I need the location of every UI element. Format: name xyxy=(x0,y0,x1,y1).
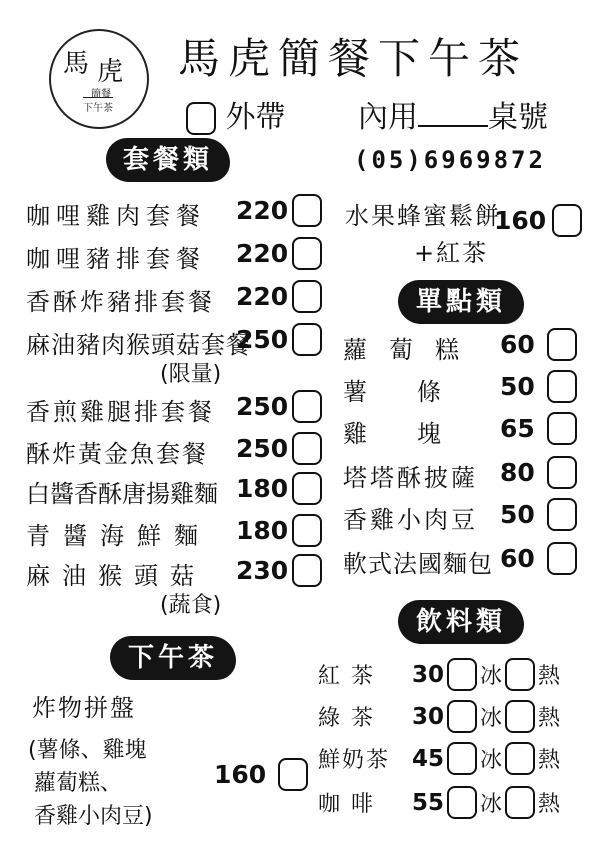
dinein-option xyxy=(358,92,548,136)
set-meal-name: 白醬香酥唐揚雞麵 xyxy=(26,480,218,508)
drink-price: 55 xyxy=(412,789,445,816)
single-item-checkbox[interactable] xyxy=(547,542,577,575)
set-meal-name: 青醬海鮮麵 xyxy=(26,522,211,550)
set-meal-price: 180 xyxy=(236,516,289,545)
set-meal-price: 230 xyxy=(236,556,289,585)
set-meal-row xyxy=(236,472,322,505)
hot-checkbox[interactable] xyxy=(505,742,535,775)
drink-price: 30 xyxy=(412,661,445,688)
set-meal-row xyxy=(236,554,322,587)
set-meal-price: 250 xyxy=(236,434,289,463)
page-title: 馬虎簡餐下午茶 xyxy=(178,34,529,83)
single-item-row xyxy=(500,498,577,531)
dinein-label: 內用 xyxy=(358,100,418,135)
set-meal-price: 220 xyxy=(236,239,289,268)
set-meal-note: (限量) xyxy=(160,362,222,387)
logo-char-1: 馬 xyxy=(63,49,90,79)
single-item-row xyxy=(500,412,577,445)
section-afternoon-tea: 下午茶 xyxy=(110,636,236,680)
hot-label: 熱 xyxy=(538,748,561,773)
set-meal-price: 220 xyxy=(236,196,289,225)
set-meal-checkbox[interactable] xyxy=(292,323,322,356)
ice-label: 冰 xyxy=(480,706,503,731)
logo-tag-1: 簡餐 xyxy=(91,89,111,100)
single-item-checkbox[interactable] xyxy=(547,370,577,403)
set-meal-note: (蔬食) xyxy=(160,593,222,618)
set-meal-checkbox[interactable] xyxy=(292,390,322,423)
set-meal-name: 麻油豬肉猴頭菇套餐 xyxy=(26,331,251,359)
drink-name: 咖 啡 xyxy=(318,792,375,817)
set-meal-checkbox[interactable] xyxy=(292,554,322,587)
single-item-checkbox[interactable] xyxy=(547,456,577,489)
tea-set-row xyxy=(214,758,308,791)
waffle-sub: +紅茶 xyxy=(414,239,489,267)
drink-row xyxy=(318,700,560,733)
ice-label: 冰 xyxy=(480,792,503,817)
ice-checkbox[interactable] xyxy=(447,742,477,775)
waffle-checkbox[interactable] xyxy=(552,204,582,237)
single-item-name: 塔塔酥披薩 xyxy=(343,464,478,492)
set-meal-name: 香酥炸豬排套餐 xyxy=(26,288,215,316)
single-item-checkbox[interactable] xyxy=(547,412,577,445)
set-meal-price: 250 xyxy=(236,392,289,421)
drink-price: 45 xyxy=(412,745,445,772)
set-meal-price: 180 xyxy=(236,474,289,503)
set-meal-row xyxy=(236,432,322,465)
set-meal-row xyxy=(236,280,322,313)
tea-set-name: 炸物拼盤 xyxy=(32,694,136,722)
set-meal-checkbox[interactable] xyxy=(292,514,322,547)
takeout-checkbox[interactable] xyxy=(186,102,216,135)
single-item-checkbox[interactable] xyxy=(547,328,577,361)
single-item-row xyxy=(500,328,577,361)
logo xyxy=(49,29,149,129)
waffle-price: 160 xyxy=(494,206,547,235)
hot-label: 熱 xyxy=(538,706,561,731)
set-meal-row xyxy=(236,514,322,547)
drink-row xyxy=(318,658,560,691)
hot-checkbox[interactable] xyxy=(505,700,535,733)
set-meal-checkbox[interactable] xyxy=(292,280,322,313)
ice-checkbox[interactable] xyxy=(447,658,477,691)
drink-name: 綠 茶 xyxy=(318,706,375,731)
ice-label: 冰 xyxy=(480,664,503,689)
set-meal-checkbox[interactable] xyxy=(292,237,322,270)
set-meal-name: 酥炸黃金魚套餐 xyxy=(26,440,208,468)
set-meal-checkbox[interactable] xyxy=(292,194,322,227)
single-item-checkbox[interactable] xyxy=(547,498,577,531)
drink-row xyxy=(318,786,560,819)
single-item-price: 80 xyxy=(500,458,535,487)
hot-checkbox[interactable] xyxy=(505,786,535,819)
set-meal-row xyxy=(236,390,322,423)
set-meal-name: 咖哩雞肉套餐 xyxy=(26,202,206,230)
single-item-name: 薯條 xyxy=(343,378,491,406)
single-item-row xyxy=(500,370,577,403)
tea-set-desc-3: 香雞小肉豆) xyxy=(34,804,153,829)
single-item-price: 50 xyxy=(500,372,535,401)
waffle-row xyxy=(494,204,582,237)
single-item-price: 60 xyxy=(500,330,535,359)
single-item-name: 軟式法國麵包 xyxy=(343,550,493,578)
single-item-price: 50 xyxy=(500,500,535,529)
hot-label: 熱 xyxy=(538,664,561,689)
section-single-items: 單點類 xyxy=(398,280,524,324)
tea-set-desc-2: 蘿蔔糕、 xyxy=(34,771,123,796)
drink-row xyxy=(318,742,560,775)
single-item-price: 60 xyxy=(500,544,535,573)
tea-set-checkbox[interactable] xyxy=(278,758,308,791)
ice-checkbox[interactable] xyxy=(447,700,477,733)
single-item-price: 65 xyxy=(500,414,535,443)
set-meal-checkbox[interactable] xyxy=(292,432,322,465)
waffle-name: 水果蜂蜜鬆餅 xyxy=(345,202,501,230)
set-meal-name: 麻油猴頭菇 xyxy=(26,562,206,590)
phone-number: (05)6969872 xyxy=(354,146,546,174)
takeout-option[interactable] xyxy=(186,92,286,136)
single-item-name: 蘿蔔糕 xyxy=(343,336,481,364)
logo-char-2: 虎 xyxy=(97,57,124,87)
set-meal-row xyxy=(236,237,322,270)
set-meal-price: 250 xyxy=(236,325,289,354)
logo-tag-2: 下午茶 xyxy=(83,97,113,114)
tea-set-desc-1: (薯條、雞塊 xyxy=(28,738,147,763)
single-item-name: 香雞小肉豆 xyxy=(343,506,478,534)
set-meal-row xyxy=(236,194,322,227)
ice-checkbox[interactable] xyxy=(447,786,477,819)
table-number-field[interactable] xyxy=(418,101,488,127)
set-meal-checkbox[interactable] xyxy=(292,472,322,505)
set-meal-name: 咖哩豬排套餐 xyxy=(26,245,206,273)
set-meal-price: 220 xyxy=(236,282,289,311)
section-set-meals: 套餐類 xyxy=(106,138,230,182)
single-item-row xyxy=(500,542,577,575)
table-label: 桌號 xyxy=(488,100,548,135)
drink-name: 紅 茶 xyxy=(318,664,375,689)
tea-set-price: 160 xyxy=(214,760,267,789)
single-item-name: 雞塊 xyxy=(343,420,491,448)
drink-name: 鮮奶茶 xyxy=(318,748,391,773)
hot-label: 熱 xyxy=(538,792,561,817)
set-meal-name: 香煎雞腿排套餐 xyxy=(26,398,215,426)
ice-label: 冰 xyxy=(480,748,503,773)
drink-price: 30 xyxy=(412,703,445,730)
section-drinks: 飲料類 xyxy=(398,600,524,644)
takeout-label: 外帶 xyxy=(225,100,286,135)
set-meal-row xyxy=(236,323,322,356)
hot-checkbox[interactable] xyxy=(505,658,535,691)
single-item-row xyxy=(500,456,577,489)
